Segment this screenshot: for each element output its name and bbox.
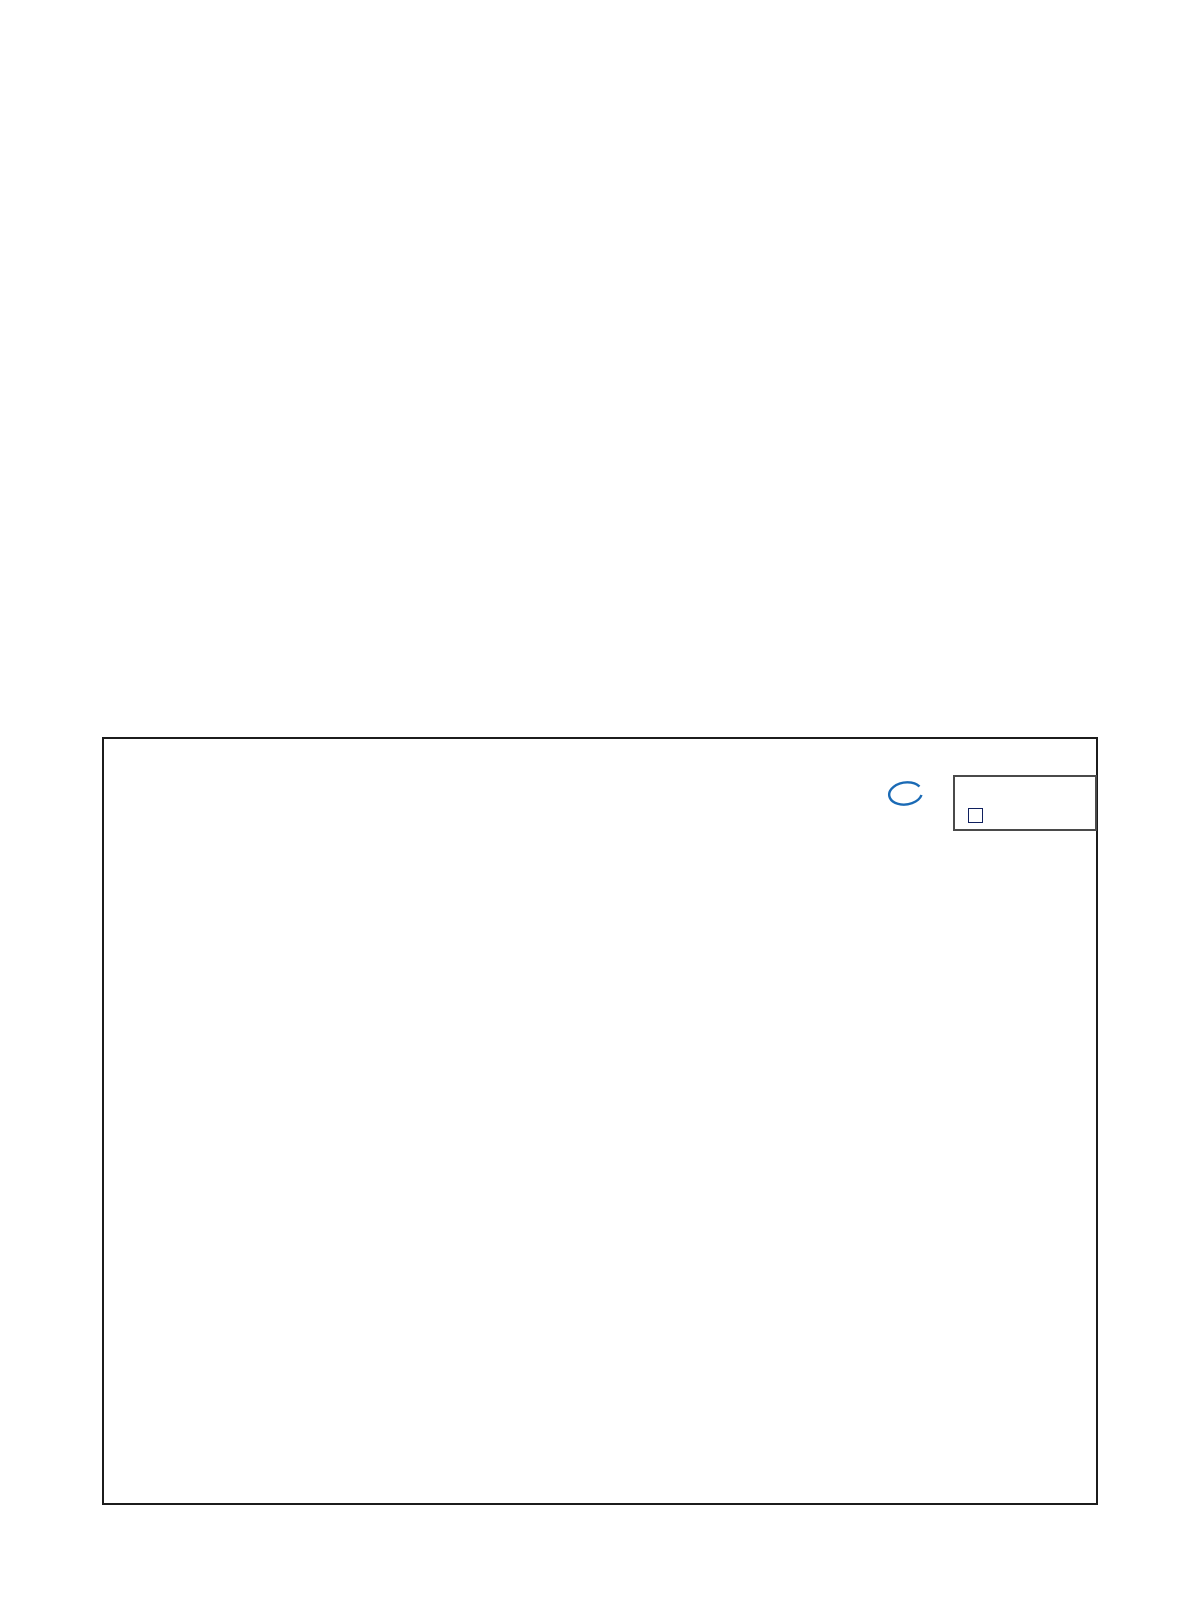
legend (953, 775, 1097, 831)
ap-logo-icon (883, 779, 925, 809)
fft-chart-panel (102, 737, 1098, 1505)
ch1-color-swatch (968, 808, 983, 823)
fft-spectrum-plot (104, 778, 949, 1500)
legend-item-ch1 (955, 802, 1095, 829)
legend-header (955, 777, 1095, 802)
page-title (0, 0, 1200, 62)
